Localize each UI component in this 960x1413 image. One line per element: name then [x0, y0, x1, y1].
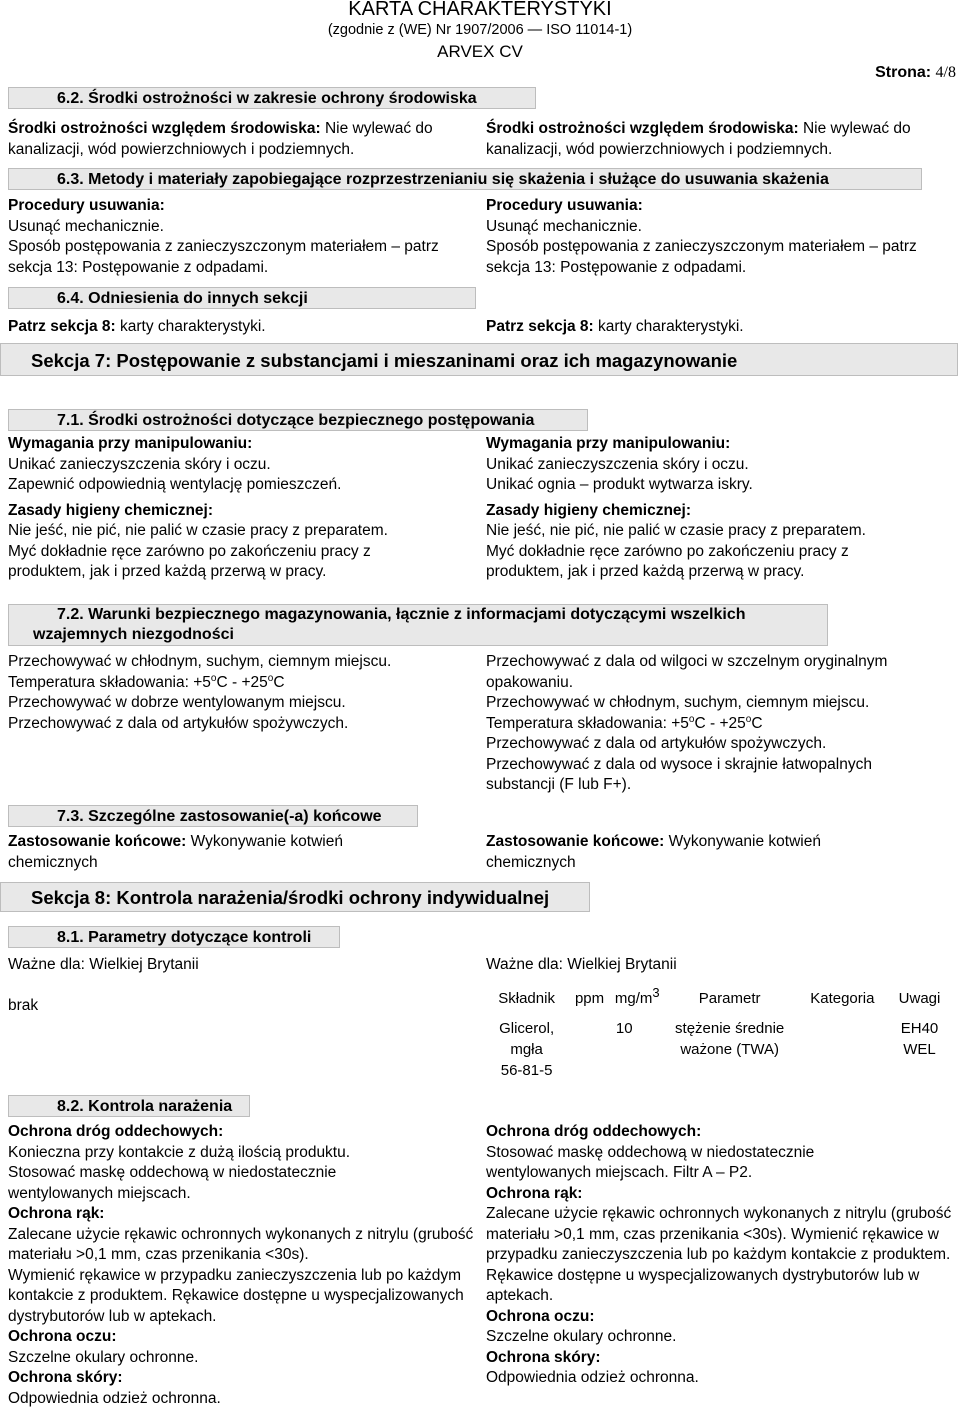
section-7-3-heading: 7.3. Szczególne zastosowanie(-a) końcowe: [8, 805, 418, 827]
s82-right-line: Odpowiednia odzież ochronna.: [486, 1369, 699, 1386]
s63-right-line: Usunąć mechanicznie.: [486, 217, 642, 235]
temp-mid: C - +25: [216, 673, 268, 691]
section-7-2-heading: [8, 604, 828, 646]
s71-left-heading-hygiene: Zasady higieny chemicznej:: [8, 501, 214, 519]
degree-sup: o: [688, 713, 695, 725]
s71-right: [486, 434, 956, 583]
section-7-heading: Sekcja 7: Postępowanie z substancjami i mieszaninami oraz ich magazynowanie: [0, 343, 958, 376]
s82-left-heading-hands: Ochrona rąk:: [8, 1205, 105, 1222]
s82-right-heading-respiratory: Ochrona dróg oddechowych:: [486, 1123, 702, 1140]
section-6-4-heading: 6.4. Odniesienia do innych sekcji: [8, 287, 476, 309]
s71-left-heading-handling: Wymagania przy manipulowaniu:: [8, 435, 253, 452]
s81-left-value: brak: [8, 996, 39, 1014]
s82-left-heading-skin: Ochrona skóry:: [8, 1369, 123, 1386]
cell-mg: 10: [615, 1020, 633, 1037]
s62-right-label: Środki ostrożności względem środowiska:: [486, 120, 799, 137]
s71-right-heading-handling: Wymagania przy manipulowaniu:: [486, 435, 731, 452]
s82-left-line: Odpowiednia odzież ochronna.: [8, 1389, 221, 1407]
s82-right-heading-hands: Ochrona rąk:: [486, 1184, 583, 1202]
cell-parametr: [663, 1018, 797, 1081]
cell-uwagi: [888, 1018, 951, 1081]
s64-left-text: karty charakterystyki.: [115, 318, 266, 335]
s71-right-line: Myć dokładnie ręce zarówno po zakończeniu pracy z produktem, jak i przed każdą przerwą w pracy.: [486, 542, 849, 580]
cell-line: EH40: [900, 1020, 939, 1037]
mg-unit: mg/m: [614, 990, 653, 1007]
s71-left-line: Nie jeść, nie pić, nie palić w czasie pracy z preparatem.: [8, 522, 388, 539]
s82-right: [486, 1122, 952, 1389]
s72-right-temp: [486, 714, 956, 735]
regulation-subtitle: (zgodnie z (WE) Nr 1907/2006 — ISO 11014-1): [327, 22, 633, 38]
col-header-skladnik: Składnik: [498, 990, 555, 1007]
s72-right-line: Przechowywać z dala od wilgoci w szczelnym oryginalnym opakowaniu.: [486, 653, 888, 691]
section-8-1-heading: 8.1. Parametry dotyczące kontroli: [8, 926, 340, 948]
s82-right-line: Szczelne okulary ochronne.: [486, 1328, 677, 1345]
s62-right-text: Nie wylewać do kanalizacji, wód powierzchniowych i podziemnych.: [486, 120, 911, 158]
s72-left: [8, 652, 478, 734]
s73-left-label: Zastosowanie końcowe:: [8, 833, 187, 850]
temp-mid: C - +25: [694, 714, 746, 732]
section-6-2-heading: 6.2. Środki ostrożności w zakresie ochrony środowiska: [8, 87, 536, 109]
product-name: ARVEX CV: [437, 42, 523, 61]
s81-right-label: Ważne dla: Wielkiej Brytanii: [486, 956, 677, 973]
s72-right-line: Przechowywać w chłodnym, suchym, ciemnym miejscu.: [486, 694, 870, 711]
s82-left-heading-respiratory: Ochrona dróg oddechowych:: [8, 1123, 224, 1140]
s82-right-heading-skin: Ochrona skóry:: [486, 1348, 601, 1366]
col-header-uwagi: Uwagi: [898, 990, 941, 1007]
s82-left-line: Wymienić rękawice w przypadku zanieczyszczenia lub po każdym kontakcie z produktem. Rękawice dostępne u wyspecjalizowanych dystrybutorów lub w aptekach.: [8, 1266, 464, 1325]
s72-left-temp: [8, 673, 478, 694]
s63-right-line: Sposób postępowania z zanieczyszczonym materiałem – patrz sekcja 13: Postępowanie z odpadami.: [486, 238, 917, 276]
s72-right-line: Przechowywać z dala od artykułów spożywczych.: [486, 735, 827, 752]
s63-left-line: Sposób postępowania z zanieczyszczonym materiałem – patrz sekcja 13: Postępowanie z odpadami.: [8, 238, 439, 276]
s73-right-label: Zastosowanie końcowe:: [486, 833, 665, 850]
s71-left-line: Zapewnić odpowiednią wentylację pomieszczeń.: [8, 476, 342, 493]
s82-left: [8, 1122, 478, 1409]
cell-line: mgła: [510, 1041, 543, 1058]
s82-right-line: Stosować maskę oddechową w niedostatecznie wentylowanych miejscach. Filtr A – P2.: [486, 1143, 815, 1181]
s71-left: [8, 434, 478, 583]
s64-left: [8, 317, 478, 338]
temp-end: C: [751, 714, 763, 732]
s72-title-line: 7.2. Warunki bezpiecznego magazynowania, łącznie z informacjami dotyczącymi wszelkich: [57, 606, 746, 623]
temp-prefix: Temperatura składowania: +5: [8, 673, 211, 691]
s72-left-line: Przechowywać z dala od artykułów spożywczych.: [8, 714, 349, 732]
page-indicator: [875, 64, 956, 82]
cell-line: 56-81-5: [500, 1062, 553, 1079]
s62-left-text: Nie wylewać do kanalizacji, wód powierzchniowych i podziemnych.: [8, 120, 433, 158]
section-6-3-heading: 6.3. Metody i materiały zapobiegające rozprzestrzenianiu się skażenia i służące do usuwania skażenia: [8, 168, 922, 190]
s71-right-line: Nie jeść, nie pić, nie palić w czasie pracy z preparatem.: [486, 522, 866, 539]
temp-prefix: Temperatura składowania: +5: [486, 714, 689, 732]
s72-title-line: wzajemnych niezgodności: [33, 626, 234, 643]
s64-right-text: karty charakterystyki.: [593, 318, 744, 335]
s73-right-text: Wykonywanie kotwień chemicznych: [486, 833, 821, 871]
s62-left: [8, 119, 478, 160]
page-label: Strona:: [875, 64, 932, 81]
s62-right: [486, 119, 956, 160]
col-header-parametr: Parametr: [698, 990, 761, 1007]
s72-right-line: Przechowywać z dala od wysoce i skrajnie łatwopalnych substancji (F lub F+).: [486, 755, 872, 793]
section-8-2-heading: 8.2. Kontrola narażenia: [8, 1095, 250, 1117]
s63-right: [486, 196, 956, 278]
s64-right: [486, 317, 956, 338]
s73-left: [8, 832, 418, 873]
s73-left-text: Wykonywanie kotwień chemicznych: [8, 833, 343, 871]
s72-left-line: Przechowywać w dobrze wentylowanym miejscu.: [8, 694, 346, 711]
s72-right: [486, 652, 956, 796]
s63-left: [8, 196, 478, 278]
page-number: 4/8: [935, 64, 956, 81]
s71-left-line: Myć dokładnie ręce zarówno po zakończeniu pracy z produktem, jak i przed każdą przerwą w pracy.: [8, 542, 371, 580]
degree-sup: o: [267, 672, 274, 684]
cell-kategoria: [797, 1018, 888, 1081]
s81-left-label: Ważne dla: Wielkiej Brytanii: [8, 956, 199, 973]
s71-right-line: Unikać zanieczyszczenia skóry i oczu.: [486, 455, 749, 473]
s63-left-line: Usunąć mechanicznie.: [8, 217, 164, 235]
s82-left-line: Stosować maskę oddechową w niedostatecznie wentylowanych miejscach.: [8, 1164, 337, 1202]
cell-line: stężenie średnie: [675, 1020, 785, 1037]
s64-right-label: Patrz sekcja 8:: [486, 318, 594, 335]
exposure-limits-table: [486, 982, 951, 1081]
cell-line: Glicerol,: [499, 1020, 555, 1037]
col-header-mg: [612, 982, 663, 1018]
cell-skladnik: [486, 1018, 567, 1081]
s73-right: [486, 832, 896, 873]
document-title: KARTA CHARAKTERYSTYKI: [348, 0, 612, 20]
degree-sup: o: [210, 672, 217, 684]
s82-left-line: Szczelne okulary ochronne.: [8, 1348, 199, 1366]
s63-right-heading: Procedury usuwania:: [486, 197, 643, 214]
col-header-kategoria: Kategoria: [810, 990, 875, 1007]
section-7-1-heading: 7.1. Środki ostrożności dotyczące bezpiecznego postępowania: [8, 409, 588, 431]
s82-left-line: Zalecane użycie rękawic ochronnych wykonanych z nitrylu (grubość materiału >0,1 mm, czas przenikania <30s).: [8, 1225, 474, 1263]
s71-right-line: Unikać ognia – produkt wytwarza iskry.: [486, 476, 753, 493]
s82-right-line: Zalecane użycie rękawic ochronnych wykonanych z nitrylu (grubość materiału >0,1 mm, czas przenikania <30s). Wymienić rękawice w przypadku zanieczyszczenia lub po każdym kontakcie z produktem. Rękawice dostępne u wyspecjalizowanych dystrybutorów lub w aptekach.: [486, 1205, 952, 1304]
s82-right-heading-eyes: Ochrona oczu:: [486, 1307, 595, 1325]
table-header-row: [486, 982, 951, 1018]
s81-left: [8, 955, 478, 1016]
cell-ppm: [567, 1018, 612, 1081]
s64-left-label: Patrz sekcja 8:: [8, 318, 116, 335]
s62-left-label: Środki ostrożności względem środowiska:: [8, 120, 321, 137]
section-8-heading: Sekcja 8: Kontrola narażenia/środki ochrony indywidualnej: [0, 882, 590, 912]
s82-left-heading-eyes: Ochrona oczu:: [8, 1328, 117, 1345]
mg-unit-sup: 3: [652, 985, 660, 1000]
cell-line: WEL: [903, 1041, 936, 1058]
s72-left-line: Przechowywać w chłodnym, suchym, ciemnym miejscu.: [8, 653, 392, 670]
s63-left-heading: Procedury usuwania:: [8, 197, 165, 214]
s82-left-line: Konieczna przy kontakcie z dużą ilością produktu.: [8, 1143, 351, 1161]
table-row: [486, 1018, 951, 1081]
temp-end: C: [273, 673, 285, 691]
col-header-ppm: ppm: [574, 990, 605, 1007]
s71-right-heading-hygiene: Zasady higieny chemicznej:: [486, 501, 692, 519]
s71-left-line: Unikać zanieczyszczenia skóry i oczu.: [8, 455, 271, 473]
degree-sup: o: [745, 713, 752, 725]
cell-line: ważone (TWA): [680, 1041, 779, 1058]
